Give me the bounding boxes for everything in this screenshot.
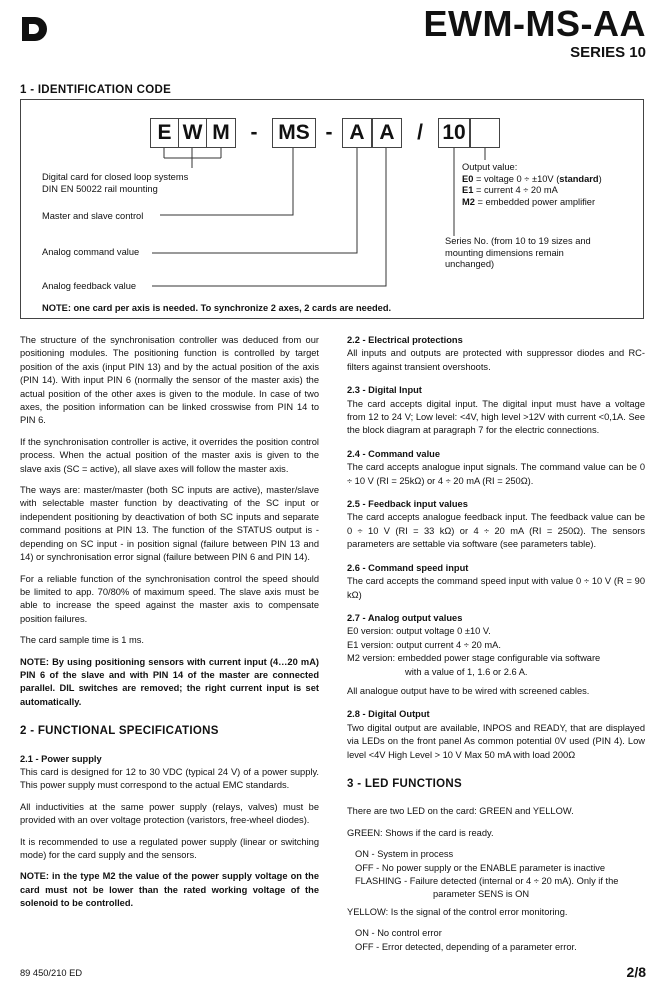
section-2-title: 2 - FUNCTIONAL SPECIFICATIONS: [20, 725, 219, 738]
led-yellow-list: [347, 927, 645, 954]
command-value-text: The card accepts analogue input signals. The command value can be 0 ÷ 10 V (RI = 25kΩ) or 4 ÷ 20 mA (RI = 250Ω).: [347, 462, 645, 486]
series-label: SERIES 10: [570, 44, 646, 61]
section-2-2-title: 2.2 - Electrical protections: [347, 335, 463, 345]
feedback-input-text: The card accepts analogue feedback input. The feedback value can be 0 ÷ 10 V (RI = 33 kΩ) or 4 ÷ 20 mA (RI = 250Ω). The sensors parameters are settable via software (see parameters table).: [347, 512, 645, 550]
series-no-line-2: mounting dimensions remain: [445, 247, 564, 258]
e0-standard: standard: [559, 173, 599, 184]
code-cell-e: E: [150, 118, 179, 148]
led-green-title: GREEN: Shows if the card is ready.: [347, 827, 494, 838]
card-description-line-1: Digital card for closed loop systems: [42, 172, 189, 182]
code-cell-ms: MS: [272, 118, 316, 148]
card-description-line-2: DIN EN 50022 rail mounting: [42, 183, 158, 194]
analog-output-cables-text: All analogue output have to be wired with screened cables.: [347, 685, 590, 696]
output-value-block: [462, 162, 602, 208]
e0-end: ): [598, 173, 602, 184]
paragraph-sync-active: If the synchronisation controller is active, it overrides the position control process. When the actual position of the master axis is given to the slave axis (SC = active), all slave axes will follow the master axis.: [20, 436, 319, 474]
led-green-off: OFF - No power supply or the ENABLE parameter is inactive: [355, 862, 606, 873]
identification-note: NOTE: one card per axis is needed. To synchronize 2 axes, 2 cards are needed.: [42, 303, 392, 313]
section-3-title: 3 - LED FUNCTIONS: [347, 777, 462, 790]
electrical-protections-text: All inputs and outputs are protected with suppressor diodes and RC-filters against transient overshoots.: [347, 348, 645, 372]
analog-output-e1: E1 version: output current 4 ÷ 20 mA.: [347, 639, 501, 650]
led-yellow-title: YELLOW: Is the signal of the control error monitoring.: [347, 906, 568, 917]
e0-code: E0: [462, 173, 474, 184]
analog-feedback-label: Analog feedback value: [42, 281, 137, 291]
section-2-7-title: 2.7 - Analog output values: [347, 612, 463, 623]
digital-output-text: Two digital output are available, INPOS and READY, that are displayed via LEDs on the front panel As common potential 0V used (PIN 4). Low level <4V High Level > 10 V Max 50 mA with load 200Ω: [347, 722, 645, 760]
code-cell-series: 10: [438, 118, 470, 148]
led-yellow-off: OFF - Error detected, depending of a parameter error.: [355, 941, 577, 952]
e0-text: = voltage 0 ÷ ±10V (: [473, 173, 560, 184]
analog-command-label: Analog command value: [42, 247, 140, 257]
paragraph-sample-time: The card sample time is 1 ms.: [20, 635, 144, 646]
led-intro-text: There are two LED on the card: GREEN and YELLOW.: [347, 806, 574, 817]
power-supply-paragraph-2: All inductivities at the same power supply (relays, valves) must be provided with an over voltage protection (varistors, free-wheel diodes).: [20, 801, 319, 826]
series-no-block: [445, 236, 591, 271]
code-cell-w: W: [178, 118, 207, 148]
command-speed-text: The card accepts the command speed input with value 0 ÷ 10 V (R = 90 kΩ): [347, 576, 645, 600]
digital-input-text: The card accepts digital input. The digital input must have a voltage from 12 to 24 V; Low level: <4V, high level >12V with current <0,1A. See the block diagram at paragraph 7 for the electric connections.: [347, 398, 645, 436]
analog-output-m2-values: with a value of 1, 1.6 or 2.6 A.: [405, 666, 528, 677]
code-cell-m: M: [206, 118, 236, 148]
output-value-title: Output value:: [462, 162, 518, 172]
led-green-list: [347, 848, 645, 902]
paragraph-ways: The ways are: master/master (both SC inputs are active), master/slave with selectable master function by deactivating of the SC input or independent positioning by deactivation of both SC inputs and separate command positions at PIN 13. The function of the STATUS output is - depending on SC input - in position signal (failure between PIN 13 and 14) or synchronisation error signal (failure between PIN 6 and PIN 14).: [20, 485, 319, 563]
led-green-flashing-cont: parameter SENS is ON: [433, 889, 530, 900]
section-1-title: 1 - IDENTIFICATION CODE: [20, 84, 172, 96]
section-2-1-title: 2.1 - Power supply: [20, 753, 102, 764]
analog-output-list: [347, 625, 645, 679]
power-supply-paragraph-1: This card is designed for 12 to 30 VDC (typical 24 V) of a power supply. This power supply must correspond to the actual EMC standards.: [20, 766, 319, 791]
series-no-line-3: unchanged): [445, 259, 495, 269]
paragraph-structure: The structure of the synchronisation controller was deduced from our positioning modules. The positioning function is controlled by target position of the axis (input PIN 13) and by the actual position of the axis (PIN 14). With input PIN 6 (normally the sensor of the master axis) the actual position of the other axes is given to the module. In case of two axes, the position information can be linked crosswise from PIN 14 to PIN 6.: [20, 335, 319, 426]
m2-code: M2: [462, 196, 475, 207]
document-code: 89 450/210 ED: [20, 968, 83, 978]
master-slave-label: Master and slave control: [42, 211, 144, 221]
code-dash-2: -: [325, 121, 333, 144]
code-dash-1: -: [250, 121, 258, 144]
led-green-on: ON - System in process: [355, 849, 454, 860]
e1-text: = current 4 ÷ 20 mA: [473, 185, 558, 195]
code-cell-a2: A: [372, 118, 402, 148]
right-column: [347, 334, 645, 954]
code-cell-a1: A: [342, 118, 372, 148]
power-supply-note: NOTE: in the type M2 the value of the power supply voltage on the card must not be lower than the rated working voltage of the solenoid to be controlled.: [20, 871, 319, 909]
code-slash: /: [417, 121, 423, 144]
m2-text: = embedded power amplifier: [474, 196, 596, 207]
left-column: [20, 334, 319, 919]
section-2-4-title: 2.4 - Command value: [347, 448, 440, 459]
model-title: EWM-MS-AA: [423, 3, 646, 44]
series-no-line-1: Series No. (from 10 to 19 sizes and: [445, 236, 591, 246]
section-2-6-title: 2.6 - Command speed input: [347, 562, 469, 573]
e1-code: E1: [462, 185, 474, 195]
section-2-5-title: 2.5 - Feedback input values: [347, 499, 468, 510]
paragraph-reliable-function: For a reliable function of the synchronisation control the speed should be limited to app. 70/80% of maximum speed. The slave axis must be able to increase the speed against the master axis to compensate position failures.: [20, 573, 319, 624]
analog-output-e0: E0 version: output voltage 0 ±10 V.: [347, 626, 491, 637]
section-2-3-title: 2.3 - Digital Input: [347, 385, 422, 396]
section-2-8-title: 2.8 - Digital Output: [347, 709, 430, 720]
page-number: 2/8: [626, 964, 646, 980]
note-positioning-sensors: NOTE: By using positioning sensors with current input (4…20 mA) PIN 6 of the slave and with PIN 14 of the master are connected parallel. DIL switches are removed; the right current input is set automatically.: [20, 656, 319, 707]
led-green-flashing: FLASHING - Failure detected (internal or 4 ÷ 20 mA). Only if the: [355, 876, 619, 886]
power-supply-paragraph-3: It is recommended to use a regulated power supply (linear or switching mode) for the card supply and the sensors.: [20, 836, 319, 860]
led-yellow-on: ON - No control error: [355, 928, 442, 939]
analog-output-m2: M2 version: embedded power stage configurable via software: [347, 653, 601, 664]
